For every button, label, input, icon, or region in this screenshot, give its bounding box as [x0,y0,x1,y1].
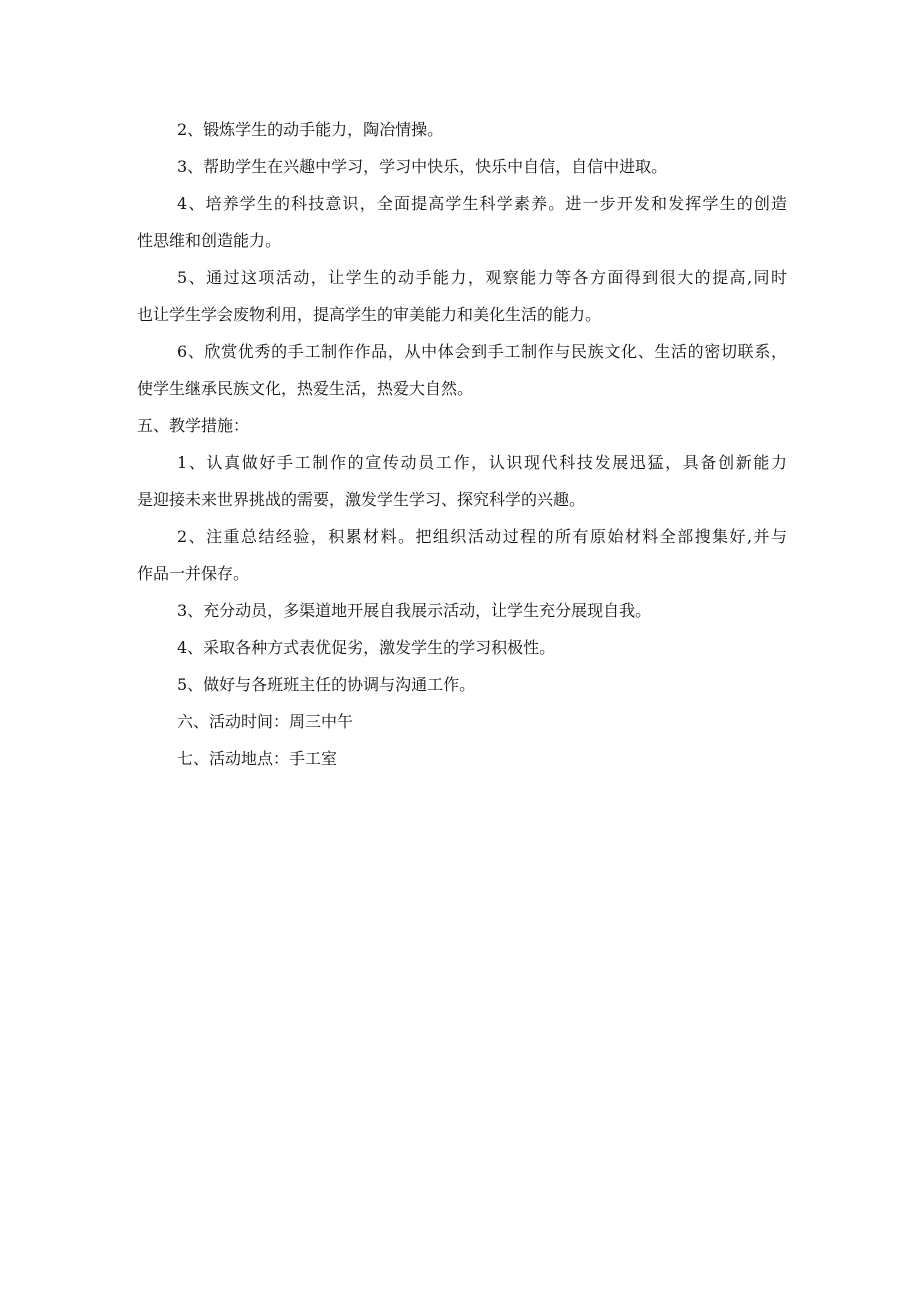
text-line: 七、活动地点：手工室 [177,749,338,768]
text-line: 使学生继承民族文化，热爱生活，热爱大自然。 [137,379,474,398]
text-line: 4、培养学生的科技意识，全面提高学生科学素养。进一步开发和发挥学生的创造 [177,194,787,213]
paragraph-measure-2 [137,527,787,584]
text-line: 也让学生学会废物利用，提高学生的审美能力和美化生活的能力。 [137,305,602,324]
paragraph-measure-1 [137,453,787,510]
paragraph-goal-2 [137,120,787,140]
paragraph-goal-6 [137,342,787,399]
paragraph-measure-3 [137,601,787,621]
text-line: 4、采取各种方式表优促劣，激发学生的学习积极性。 [177,638,556,657]
text-line: 1、认真做好手工制作的宣传动员工作，认识现代科技发展迅猛，具备创新能力 [177,453,787,472]
text-line: 2、锻炼学生的动手能力，陶冶情操。 [177,120,444,139]
paragraph-measure-4 [137,638,787,658]
text-line: 3、充分动员，多渠道地开展自我展示活动，让学生充分展现自我。 [177,601,652,620]
section-activity-location [137,749,787,769]
heading-text: 五、教学措施： [137,416,250,435]
text-line: 6、欣赏优秀的手工制作作品，从中体会到手工制作与民族文化、生活的密切联系， [177,342,787,361]
text-line: 5、通过这项活动，让学生的动手能力，观察能力等各方面得到很大的提高,同时 [177,268,787,287]
text-line: 作品一并保存。 [137,564,250,583]
text-line: 六、活动时间：周三中午 [177,712,354,731]
text-line: 是迎接未来世界挑战的需要，激发学生学习、探究科学的兴趣。 [137,490,586,509]
section-heading-teaching-measures [137,416,787,436]
document-body [137,120,787,786]
paragraph-goal-4 [137,194,787,251]
paragraph-goal-3 [137,157,787,177]
text-line: 性思维和创造能力。 [137,231,282,250]
section-activity-time [137,712,787,732]
text-line: 2、注重总结经验，积累材料。把组织活动过程的所有原始材料全部搜集好,并与 [177,527,787,546]
paragraph-goal-5 [137,268,787,325]
text-line: 3、帮助学生在兴趣中学习，学习中快乐，快乐中自信，自信中进取。 [177,157,668,176]
paragraph-measure-5 [137,675,787,695]
text-line: 5、做好与各班班主任的协调与沟通工作。 [177,675,476,694]
